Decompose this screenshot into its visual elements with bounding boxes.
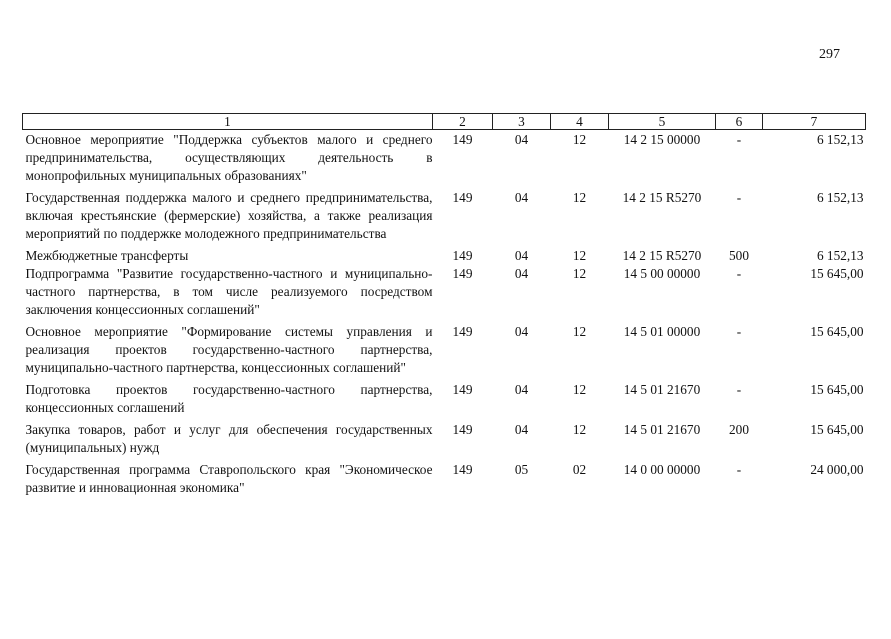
row-amount: 15 645,00	[810, 422, 864, 437]
row-name: Основное мероприятие "Поддержка субъектов малого и среднего предпринимательства, осуществляющих деятельность в монопрофильных муниципальных образованиях"	[25, 132, 433, 183]
row-admin-code: 149	[452, 266, 473, 281]
col-header-6: 6	[716, 114, 763, 130]
row-subsection: 12	[572, 324, 587, 339]
row-subsection: 12	[572, 266, 587, 281]
row-amount: 6 152,13	[816, 248, 864, 263]
col-header-5: 5	[609, 114, 716, 130]
row-subsection: 12	[572, 190, 587, 205]
row-name: Подпрограмма "Развитие государственно-частного и муниципально-частного партнерства, в том числе реализуемого посредством заключения концессионных соглашений"	[25, 266, 433, 317]
row-subsection: 12	[572, 248, 587, 263]
table-row	[23, 130, 866, 190]
row-amount: 6 152,13	[816, 190, 864, 205]
row-name: Государственная программа Ставропольского края "Экономическое развитие и инновационная экономика"	[25, 462, 433, 495]
table-row	[23, 265, 866, 323]
budget-table	[22, 113, 866, 501]
row-section: 04	[514, 266, 529, 281]
col-header-1: 1	[23, 114, 433, 130]
row-target-item: 14 2 15 R5270	[622, 190, 702, 205]
row-target-item: 14 5 00 00000	[623, 266, 701, 281]
row-section: 04	[514, 324, 529, 339]
table-row	[23, 461, 866, 501]
row-name: Основное мероприятие "Формирование системы управления и реализация проектов государственно-частного партнерства, муниципально-частного партнерства, концессионных соглашений"	[25, 324, 433, 375]
row-name: Подготовка проектов государственно-частного партнерства, концессионных соглашений	[25, 382, 433, 415]
row-expense-type: 200	[729, 422, 749, 437]
row-admin-code: 149	[452, 382, 473, 397]
col-header-7: 7	[763, 114, 866, 130]
row-target-item: 14 5 01 00000	[623, 324, 701, 339]
row-amount: 6 152,13	[816, 132, 864, 147]
col-header-4: 4	[551, 114, 609, 130]
row-target-item: 14 5 01 21670	[623, 422, 701, 437]
row-expense-type: -	[736, 324, 742, 339]
row-amount: 15 645,00	[810, 382, 864, 397]
table-row	[23, 421, 866, 461]
row-target-item: 14 2 15 00000	[623, 132, 701, 147]
row-target-item: 14 5 01 21670	[623, 382, 701, 397]
row-expense-type: -	[736, 266, 742, 281]
row-section: 04	[514, 248, 529, 263]
col-header-2: 2	[433, 114, 493, 130]
table-row	[23, 323, 866, 381]
row-section: 05	[514, 462, 529, 477]
row-target-item: 14 0 00 00000	[623, 462, 701, 477]
row-expense-type: -	[736, 190, 742, 205]
row-subsection: 02	[572, 462, 587, 477]
row-name: Межбюджетные трансферты	[25, 248, 189, 263]
row-section: 04	[514, 190, 529, 205]
row-name: Государственная поддержка малого и среднего предпринимательства, включая крестьянские (фермерские) хозяйства, а также реализация мероприятий по поддержке молодежного предпринимательства	[25, 190, 433, 241]
table-row	[23, 247, 866, 265]
row-amount: 15 645,00	[810, 324, 864, 339]
row-section: 04	[514, 132, 529, 147]
row-amount: 24 000,00	[810, 462, 864, 477]
row-admin-code: 149	[452, 248, 473, 263]
row-admin-code: 149	[452, 190, 473, 205]
table-row	[23, 381, 866, 421]
row-admin-code: 149	[452, 462, 473, 477]
row-expense-type: -	[736, 462, 742, 477]
row-expense-type: -	[736, 382, 742, 397]
row-subsection: 12	[572, 382, 587, 397]
row-admin-code: 149	[452, 422, 473, 437]
row-target-item: 14 2 15 R5270	[622, 248, 702, 263]
row-name: Закупка товаров, работ и услуг для обеспечения государственных (муниципальных) нужд	[25, 422, 433, 455]
row-section: 04	[514, 422, 529, 437]
col-header-3: 3	[493, 114, 551, 130]
row-subsection: 12	[572, 132, 587, 147]
row-amount: 15 645,00	[810, 266, 864, 281]
row-expense-type: 500	[729, 248, 749, 263]
row-expense-type: -	[736, 132, 742, 147]
row-admin-code: 149	[452, 324, 473, 339]
row-subsection: 12	[572, 422, 587, 437]
row-admin-code: 149	[452, 132, 473, 147]
column-number-header	[23, 114, 866, 130]
page-number: 297	[819, 47, 840, 62]
table-row	[23, 189, 866, 247]
row-section: 04	[514, 382, 529, 397]
